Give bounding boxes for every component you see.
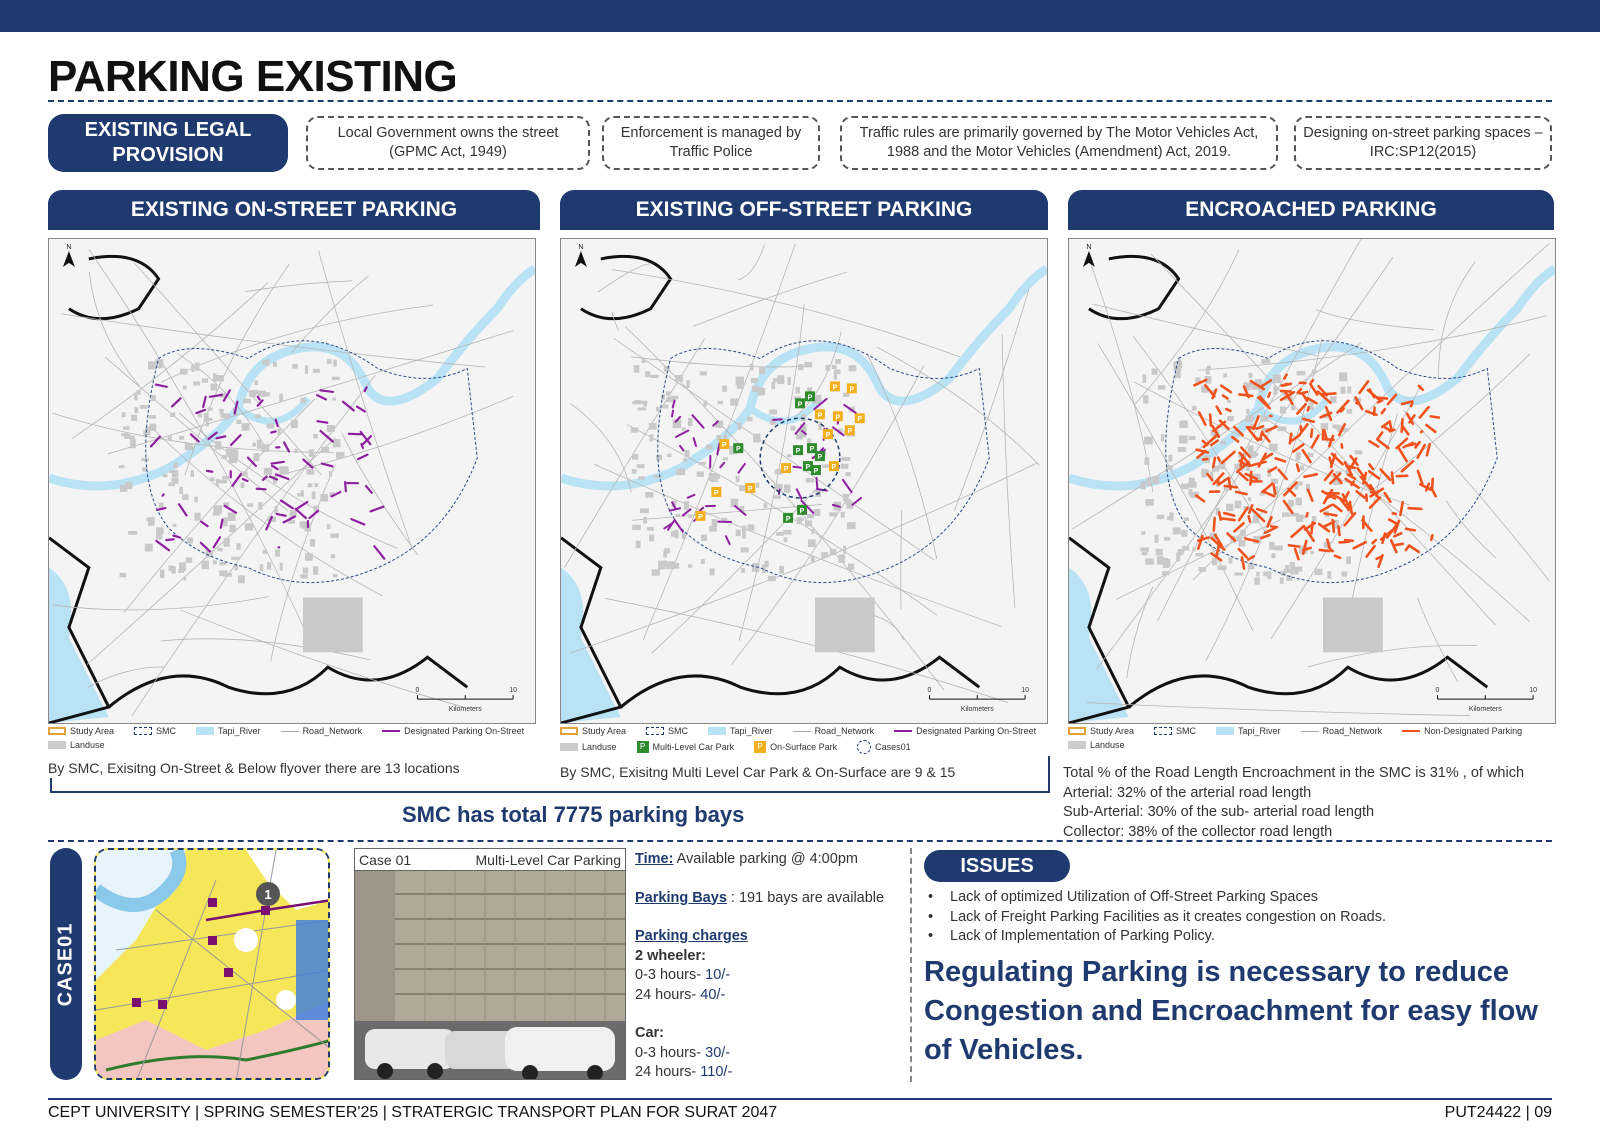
svg-text:P: P (747, 485, 753, 493)
multi-level-parking-icon: P (637, 741, 649, 753)
svg-text:P: P (795, 448, 801, 456)
svg-text:0: 0 (1435, 687, 1440, 695)
conclusion-statement: Regulating Parking is necessary to reduce Congestion and Encroachment for easy flow of Vehicles. (924, 956, 1538, 1066)
svg-text:P: P (714, 489, 719, 497)
bracket-bottom (50, 791, 1050, 793)
landuse-swatch (48, 741, 66, 749)
legend-cases: Cases01 (857, 740, 911, 754)
smc-swatch (646, 727, 664, 735)
time-label: Time: (635, 851, 674, 867)
off-street-map (560, 238, 1048, 724)
on-street-legend (48, 726, 538, 754)
case-marker-label: 1 (264, 887, 272, 902)
svg-text:P: P (813, 468, 819, 476)
svg-text:N: N (578, 243, 584, 251)
svg-text:P: P (799, 507, 805, 515)
svg-text:N: N (1086, 243, 1092, 251)
photo-header (355, 849, 625, 871)
svg-text:P: P (785, 515, 791, 523)
svg-text:10: 10 (1529, 687, 1537, 695)
footer-line (48, 1098, 1552, 1100)
legend-study-area: Study Area (1068, 726, 1134, 736)
legend-road: Road_Network (1301, 726, 1383, 736)
off-street-caption: By SMC, Exisitng Multi Level Car Park & On-Surface are 9 & 15 (560, 764, 956, 780)
on-surface-parking-icon: P (754, 741, 766, 753)
case-circle-icon (857, 740, 871, 754)
svg-text:N: N (66, 243, 72, 251)
on-street-map (48, 238, 536, 724)
legend-study-area: Study Area (560, 726, 626, 736)
legend-designated: Designated Parking On-Street (382, 726, 524, 736)
designated-swatch (382, 730, 400, 732)
legend-smc: SMC (134, 726, 176, 736)
car-rate-24h: 110/- (700, 1064, 733, 1080)
footer-left: CEPT UNIVERSITY | SPRING SEMESTER'25 | STRATERGIC TRANSPORT PLAN FOR SURAT 2047 (48, 1104, 778, 1121)
landuse-swatch (1068, 741, 1086, 749)
svg-text:10: 10 (1021, 687, 1029, 695)
on-street-heading: EXISTING ON-STREET PARKING (48, 190, 540, 230)
photo-case-label: Case 01 (359, 851, 412, 868)
issue-item: • Lack of Implementation of Parking Policy. (928, 927, 1386, 947)
svg-text:10: 10 (509, 687, 517, 695)
river-swatch (708, 727, 726, 735)
svg-text:P: P (849, 386, 855, 394)
case-photo (354, 848, 626, 1080)
road-swatch (793, 731, 811, 732)
svg-text:Kilometers: Kilometers (960, 706, 994, 714)
bays-label: Parking Bays (635, 889, 727, 906)
legend-road: Road_Network (281, 726, 363, 736)
non-designated-swatch (1402, 730, 1420, 732)
smc-swatch (1154, 727, 1172, 735)
svg-text:P: P (835, 414, 841, 422)
legend-road: Road_Network (793, 726, 875, 736)
off-street-map-graphic (561, 239, 1047, 723)
car-rate-3h: 30/- (705, 1044, 731, 1061)
off-street-legend (560, 726, 1050, 758)
svg-text:Kilometers: Kilometers (1468, 706, 1502, 714)
river-swatch (196, 727, 214, 735)
two-wheeler-rate-24h: 40/- (700, 986, 726, 1003)
legal-provision-heading: EXISTING LEGAL PROVISION (48, 114, 288, 172)
legend-smc: SMC (1154, 726, 1196, 736)
two-wheeler-label: 2 wheeler: (635, 947, 706, 964)
encroached-map-graphic (1069, 239, 1555, 723)
svg-text:P: P (832, 384, 838, 392)
legend-river: Tapi_River (1216, 726, 1281, 736)
svg-text:P: P (825, 432, 831, 440)
on-street-map-graphic (49, 239, 535, 723)
issues-heading: ISSUES (924, 850, 1070, 882)
legend-on-surface: P On-Surface Park (754, 741, 837, 753)
car-label: Car: (635, 1025, 665, 1041)
parking-building-photo (355, 849, 626, 1080)
svg-text:P: P (817, 412, 823, 420)
provision-box-3: Traffic rules are primarily governed by The Motor Vehicles Act, 1988 and the Motor Vehicles (Amendment) Act, 2019. (840, 116, 1278, 170)
legend-smc: SMC (646, 726, 688, 736)
provision-box-1: Local Government owns the street (GPMC Act, 1949) (306, 116, 590, 170)
legend-multi-level: P Multi-Level Car Park (637, 741, 735, 753)
total-parking-bays: SMC has total 7775 parking bays (402, 802, 745, 827)
svg-text:P: P (783, 466, 789, 474)
designated-swatch (894, 730, 912, 732)
study-area-swatch (1068, 727, 1086, 735)
svg-text:P: P (831, 464, 837, 472)
encroached-legend (1068, 726, 1536, 754)
legend-landuse: Landuse (560, 742, 617, 752)
legend-landuse: Landuse (48, 740, 105, 750)
study-area-swatch (48, 727, 66, 735)
river-swatch (1216, 727, 1234, 735)
svg-text:P: P (847, 428, 853, 436)
svg-text:Kilometers: Kilometers (448, 706, 482, 714)
svg-text:P: P (805, 464, 811, 472)
road-swatch (281, 731, 299, 732)
svg-text:P: P (807, 394, 813, 402)
legend-landuse: Landuse (1068, 740, 1125, 750)
svg-text:P: P (698, 513, 703, 521)
issues-list (928, 888, 1386, 947)
study-area-swatch (560, 727, 578, 735)
svg-text:P: P (857, 416, 863, 424)
issue-item: • Lack of Freight Parking Facilities as it creates congestion on Roads. (928, 908, 1386, 928)
bracket-left (50, 778, 52, 792)
legend-study-area: Study Area (48, 726, 114, 736)
off-street-heading: EXISTING OFF-STREET PARKING (560, 190, 1048, 230)
issue-item: • Lack of optimized Utilization of Off-Street Parking Spaces (928, 888, 1386, 908)
top-bar (0, 0, 1600, 32)
provision-box-2: Enforcement is managed by Traffic Police (602, 116, 820, 170)
encroached-heading: ENCROACHED PARKING (1068, 190, 1554, 230)
title-divider (48, 100, 1552, 102)
road-swatch (1301, 731, 1319, 732)
charges-label: Parking charges (635, 928, 748, 944)
legend-river: Tapi_River (196, 726, 261, 736)
svg-text:0: 0 (415, 687, 420, 695)
page-title: PARKING EXISTING (48, 52, 458, 101)
landuse-swatch (560, 743, 578, 751)
legend-designated: Designated Parking On-Street (894, 726, 1036, 736)
footer-right: PUT24422 | 09 (1444, 1104, 1552, 1121)
case-info: Time: Available parking @ 4:00pm Parking Bays : 191 bays are available Parking charges 2 wheeler: 0-3 hours- 10/- 24 hours- 40/- Car: 0-3 hours- 30/- 24 hours- 110/- (635, 851, 885, 1080)
on-street-caption: By SMC, Exisitng On-Street & Below flyover there are 13 locations (48, 760, 460, 776)
encroachment-stats: Total % of the Road Length Encroachment in the SMC is 31% , of which Arterial: 32% of the arterial road length Sub-Arterial: 30% of the sub- arterial road length Collector: 38% of the collector road length (1063, 765, 1525, 840)
svg-text:P: P (735, 446, 741, 454)
provision-box-4: Designing on-street parking spaces – IRC:SP12(2015) (1294, 116, 1552, 170)
legend-river: Tapi_River (708, 726, 773, 736)
encroached-map (1068, 238, 1556, 724)
bracket-right (1048, 756, 1050, 793)
case-tab: CASE01 (50, 848, 82, 1080)
case-divider (48, 840, 1552, 842)
legend-non-designated: Non-Designated Parking (1402, 726, 1522, 736)
issues-divider (910, 848, 912, 1082)
photo-type-label: Multi-Level Car Parking (475, 851, 621, 868)
svg-text:P: P (722, 442, 727, 450)
two-wheeler-rate-3h: 10/- (705, 967, 731, 983)
case-location-map (94, 848, 330, 1080)
bays-value: : 191 bays are available (726, 889, 885, 906)
svg-text:P: P (809, 446, 815, 454)
time-value: Available parking @ 4:00pm (673, 851, 858, 867)
case-map-graphic (96, 850, 330, 1080)
smc-swatch (134, 727, 152, 735)
svg-text:0: 0 (927, 687, 932, 695)
svg-text:P: P (817, 454, 823, 462)
svg-text:P: P (797, 401, 803, 409)
